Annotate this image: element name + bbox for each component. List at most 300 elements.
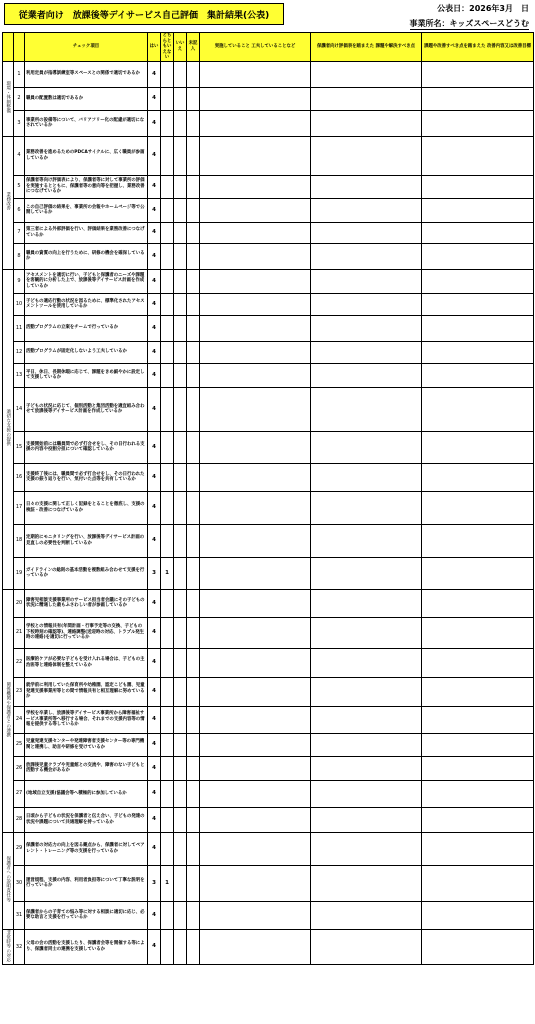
parent-issue [311,431,422,463]
improvement-plan [422,617,534,648]
answer-neutral [161,387,174,431]
improvement-plan [422,589,534,617]
answer-no [174,387,187,431]
table-row [3,198,534,222]
header-yes: はい [148,33,161,62]
row-number: 30 [14,865,25,901]
answer-yes: 4 [148,431,161,463]
row-number: 25 [14,733,25,756]
answer-unknown [187,589,200,617]
table-row [3,901,534,929]
answer-neutral [161,491,174,524]
answer-unknown [187,929,200,965]
parent-issue [311,243,422,269]
answer-no [174,136,187,175]
office-name: 事業所名：キッズスペースどうむ [409,19,529,28]
parent-issue [311,557,422,589]
table-row [3,865,534,901]
done-note [200,706,311,733]
answer-yes: 4 [148,807,161,832]
category-cell [3,929,14,965]
answer-no [174,557,187,589]
check-item: 父母の会の活動を支援したり、保護者会等を開催する等により、保護者同士の連携を支援しているか [25,929,148,965]
answer-no [174,706,187,733]
done-note [200,491,311,524]
row-number: 18 [14,524,25,557]
answer-yes: 4 [148,756,161,780]
check-item: 障害児相談支援事業所のサービス担当者会議にその子どもの状況に精通した最もふさわしい者が参画しているか [25,589,148,617]
table-row [3,61,534,87]
done-note [200,243,311,269]
done-note [200,198,311,222]
check-item: 保護者の対応力の向上を図る観点から、保護者に対してペアレント・トレーニング等の支援を行っているか [25,832,148,865]
answer-neutral [161,243,174,269]
improvement-plan [422,706,534,733]
table-row [3,136,534,175]
answer-neutral [161,175,174,198]
answer-neutral [161,677,174,706]
parent-issue [311,832,422,865]
parent-issue [311,341,422,363]
table-row [3,832,534,865]
answer-no [174,315,187,341]
answer-yes: 4 [148,901,161,929]
improvement-plan [422,807,534,832]
answer-no [174,617,187,648]
improvement-plan [422,733,534,756]
improvement-plan [422,222,534,243]
done-note [200,617,311,648]
answer-no [174,832,187,865]
answer-yes: 4 [148,269,161,293]
improvement-plan [422,832,534,865]
improvement-plan [422,463,534,491]
answer-yes: 4 [148,617,161,648]
row-number: 4 [14,136,25,175]
answer-neutral [161,269,174,293]
table-row [3,463,534,491]
answer-no [174,901,187,929]
check-item: 職員の資質の向上を行うために、研修の機会を確保しているか [25,243,148,269]
done-note [200,463,311,491]
answer-neutral [161,136,174,175]
answer-yes: 4 [148,648,161,677]
row-number: 28 [14,807,25,832]
answer-no [174,756,187,780]
answer-yes: 4 [148,832,161,865]
answer-unknown [187,491,200,524]
answer-unknown [187,463,200,491]
answer-neutral [161,87,174,110]
answer-unknown [187,901,200,929]
done-note [200,733,311,756]
answer-neutral [161,524,174,557]
row-number: 26 [14,756,25,780]
check-item: 放課後児童クラブや児童館との交流や、障害のない子どもと活動する機会があるか [25,756,148,780]
check-item: 学校を卒業し、放課後等デイサービス事業所から障害福祉サービス事業所等へ移行する場合、それまでの支援内容等の情報を提供する等しているか [25,706,148,733]
category-cell [3,269,14,589]
parent-issue [311,463,422,491]
parent-issue [311,87,422,110]
header-no [14,33,25,62]
header-unknown: 未記入 [187,33,200,62]
parent-issue [311,363,422,387]
answer-unknown [187,269,200,293]
check-item: 日頃から子どもの状況を保護者と伝え合い、子どもの発達の状況や課題について共通理解を持っているか [25,807,148,832]
row-number: 10 [14,293,25,315]
row-number: 27 [14,780,25,807]
row-number: 17 [14,491,25,524]
improvement-plan [422,677,534,706]
parent-issue [311,756,422,780]
done-note [200,136,311,175]
table-row [3,387,534,431]
improvement-plan [422,648,534,677]
answer-yes: 4 [148,87,161,110]
answer-unknown [187,865,200,901]
answer-neutral [161,293,174,315]
answer-unknown [187,524,200,557]
answer-no [174,431,187,463]
answer-unknown [187,363,200,387]
check-item: 子どもの状況に応じて、個別活動と集団活動を適宜組み合わせて放課後等デイサービス計画を作成しているか [25,387,148,431]
done-note [200,110,311,136]
category-label: 非常時等の対応 [5,929,11,962]
check-item: 子どもの適応行動の状況を図るために、標準化されたアセスメントツールを使用しているか [25,293,148,315]
parent-issue [311,315,422,341]
done-note [200,557,311,589]
document-title: 従業者向け 放課後等デイサービス自己評価 集計結果(公表) [4,3,284,25]
answer-no [174,198,187,222]
answer-yes: 4 [148,110,161,136]
table-row [3,557,534,589]
improvement-plan [422,780,534,807]
answer-no [174,677,187,706]
table-row [3,677,534,706]
answer-no [174,363,187,387]
answer-yes: 4 [148,243,161,269]
answer-yes: 4 [148,136,161,175]
parent-issue [311,198,422,222]
parent-issue [311,901,422,929]
parent-issue [311,61,422,87]
answer-no [174,865,187,901]
table-row [3,524,534,557]
table-row [3,175,534,198]
done-note [200,648,311,677]
improvement-plan [422,293,534,315]
answer-yes: 4 [148,706,161,733]
answer-no [174,175,187,198]
table-row [3,491,534,524]
parent-issue [311,136,422,175]
answer-yes: 4 [148,363,161,387]
answer-unknown [187,243,200,269]
table-row [3,315,534,341]
table-row [3,110,534,136]
answer-yes: 3 [148,557,161,589]
answer-no [174,222,187,243]
table-row [3,243,534,269]
check-item: 第三者による外部評価を行い、評価結果を業務改善につなげているか [25,222,148,243]
category-cell [3,589,14,832]
answer-neutral [161,807,174,832]
published-date: 公表日：2026年3月 日 [437,4,529,13]
check-item: 支援開始前には職員間で必ず打合せをし、その日行われる支援の内容や役割分担について確認しているか [25,431,148,463]
answer-yes: 4 [148,222,161,243]
table-row [3,617,534,648]
parent-issue [311,648,422,677]
answer-no [174,929,187,965]
answer-yes: 4 [148,463,161,491]
answer-no [174,807,187,832]
check-item: 職員の配置数は適切であるか [25,87,148,110]
check-item: 活動プログラムの立案をチームで行っているか [25,315,148,341]
table-row [3,648,534,677]
check-item: 利用定員が指導訓練室等スペースとの関係で適切であるか [25,61,148,87]
answer-yes: 4 [148,780,161,807]
row-number: 21 [14,617,25,648]
answer-no [174,243,187,269]
parent-issue [311,175,422,198]
parent-issue [311,293,422,315]
category-cell [3,832,14,929]
answer-yes: 4 [148,929,161,965]
improvement-plan [422,110,534,136]
check-item: 業務改善を進めるためのPDCAサイクルに、広く職員が参画しているか [25,136,148,175]
answer-yes: 4 [148,293,161,315]
parent-issue [311,865,422,901]
check-item: 児童発達支援センターや発達障害者支援センター等の専門機関と連携し、助言や研修を受けているか [25,733,148,756]
category-label: 環境・体制整備 [5,81,11,114]
row-number: 19 [14,557,25,589]
header-done: 実施していること 工夫していることなど [200,33,311,62]
category-label: 適切な支援の提供 [5,409,11,447]
row-number: 14 [14,387,25,431]
parent-issue [311,524,422,557]
done-note [200,865,311,901]
done-note [200,222,311,243]
row-number: 11 [14,315,25,341]
done-note [200,756,311,780]
improvement-plan [422,491,534,524]
improvement-plan [422,557,534,589]
table-row [3,431,534,463]
parent-issue [311,589,422,617]
check-item: (地域自立支援)協議会等へ積極的に参加しているか [25,780,148,807]
header-category [3,33,14,62]
answer-yes: 4 [148,341,161,363]
table-row [3,706,534,733]
answer-neutral [161,589,174,617]
row-number: 32 [14,929,25,965]
done-note [200,269,311,293]
row-number: 31 [14,901,25,929]
check-item: 日々の支援に関して正しく記録をとることを徹底し、支援の検証・改善につなげているか [25,491,148,524]
parent-issue [311,222,422,243]
answer-yes: 4 [148,315,161,341]
parent-issue [311,807,422,832]
done-note [200,677,311,706]
answer-neutral [161,832,174,865]
answer-neutral [161,61,174,87]
answer-neutral [161,363,174,387]
answer-yes: 4 [148,589,161,617]
answer-neutral [161,617,174,648]
answer-unknown [187,557,200,589]
answer-unknown [187,136,200,175]
row-number: 8 [14,243,25,269]
row-number: 9 [14,269,25,293]
check-item: 保護者等向け評価表により、保護者等に対して事業所の評価を実施するとともに、保護者等の意向等を把握し、業務改善につなげているか [25,175,148,198]
row-number: 7 [14,222,25,243]
answer-yes: 4 [148,175,161,198]
answer-no [174,61,187,87]
check-item: 事業所の設備等について、バリアフリー化の配慮が適切になされているか [25,110,148,136]
answer-neutral [161,706,174,733]
improvement-plan [422,929,534,965]
done-note [200,832,311,865]
improvement-plan [422,61,534,87]
done-note [200,61,311,87]
category-label: 業務改善 [5,192,11,211]
answer-neutral [161,733,174,756]
answer-yes: 4 [148,524,161,557]
answer-unknown [187,832,200,865]
row-number: 2 [14,87,25,110]
check-item: この自己評価の結果を、事業所の会報やホームページ等で公開しているか [25,198,148,222]
answer-unknown [187,706,200,733]
parent-issue [311,387,422,431]
table-row [3,222,534,243]
answer-neutral [161,901,174,929]
answer-no [174,524,187,557]
answer-neutral [161,198,174,222]
table-row [3,269,534,293]
answer-unknown [187,293,200,315]
parent-issue [311,706,422,733]
row-number: 22 [14,648,25,677]
table-row [3,929,534,965]
answer-no [174,648,187,677]
table-row [3,807,534,832]
answer-unknown [187,198,200,222]
check-item: 保護者からの子育ての悩み等に対する相談に適切に応じ、必要な助言と支援を行っているか [25,901,148,929]
check-item: 就学前に利用していた保育所や幼稚園、認定こども園、児童発達支援事業所等との間で情報共有と相互理解に努めているか [25,677,148,706]
check-item: アセスメントを適切に行い、子どもと保護者のニーズや課題を客観的に分析した上で、放課後等デイサービス計画を作成しているか [25,269,148,293]
done-note [200,901,311,929]
table-row [3,341,534,363]
evaluation-table [2,32,534,965]
done-note [200,431,311,463]
done-note [200,387,311,431]
table-row [3,87,534,110]
row-number: 20 [14,589,25,617]
row-number: 16 [14,463,25,491]
answer-neutral [161,756,174,780]
check-item: 支援終了後には、職員間で必ず打合せをし、その日行われた支援の振り返りを行い、気付いた点等を共有しているか [25,463,148,491]
done-note [200,175,311,198]
improvement-plan [422,175,534,198]
answer-unknown [187,87,200,110]
answer-neutral [161,929,174,965]
answer-unknown [187,807,200,832]
improvement-plan [422,363,534,387]
answer-no [174,780,187,807]
improvement-plan [422,315,534,341]
answer-no [174,87,187,110]
table-row [3,363,534,387]
done-note [200,87,311,110]
answer-neutral [161,648,174,677]
header-item: チェック項目 [25,33,148,62]
parent-issue [311,110,422,136]
row-number: 12 [14,341,25,363]
answer-neutral [161,110,174,136]
row-number: 1 [14,61,25,87]
header-parent: 保護者向け評価表を踏まえた 課題や解決すべき点 [311,33,422,62]
table-row [3,733,534,756]
answer-unknown [187,61,200,87]
answer-yes: 4 [148,733,161,756]
done-note [200,315,311,341]
improvement-plan [422,431,534,463]
row-number: 3 [14,110,25,136]
header-neutral: どちらともいえない [161,33,174,62]
answer-unknown [187,617,200,648]
check-item: 学校との情報共有(年間計画・行事予定等の交換、子どもの下校時刻の確認等)、連絡調整(送迎時の対応、トラブル発生時の連絡)を適切に行っているか [25,617,148,648]
answer-neutral: 1 [161,865,174,901]
answer-unknown [187,341,200,363]
answer-yes: 4 [148,387,161,431]
check-item: 医療的ケアが必要な子どもを受け入れる場合は、子どもの主治医等と連絡体制を整えているか [25,648,148,677]
answer-no [174,733,187,756]
row-number: 13 [14,363,25,387]
done-note [200,524,311,557]
table-header [3,33,534,62]
answer-neutral [161,315,174,341]
answer-yes: 3 [148,865,161,901]
answer-neutral [161,341,174,363]
answer-unknown [187,315,200,341]
improvement-plan [422,87,534,110]
done-note [200,807,311,832]
answer-neutral [161,463,174,491]
row-number: 15 [14,431,25,463]
answer-unknown [187,175,200,198]
row-number: 29 [14,832,25,865]
improvement-plan [422,387,534,431]
answer-no [174,269,187,293]
answer-unknown [187,387,200,431]
check-item: 定期的にモニタリングを行い、放課後等デイサービス計画の見直しの必要性を判断しているか [25,524,148,557]
parent-issue [311,733,422,756]
header-improve: 課題や改善すべき点を踏まえた 改善内容又は改善目標 [422,33,534,62]
answer-no [174,589,187,617]
improvement-plan [422,341,534,363]
answer-yes: 4 [148,61,161,87]
table-row [3,293,534,315]
parent-issue [311,780,422,807]
check-item: 活動プログラムが固定化しないよう工夫しているか [25,341,148,363]
answer-no [174,110,187,136]
answer-yes: 4 [148,677,161,706]
table-row [3,780,534,807]
category-cell [3,61,14,136]
answer-yes: 4 [148,491,161,524]
answer-unknown [187,222,200,243]
answer-neutral [161,431,174,463]
